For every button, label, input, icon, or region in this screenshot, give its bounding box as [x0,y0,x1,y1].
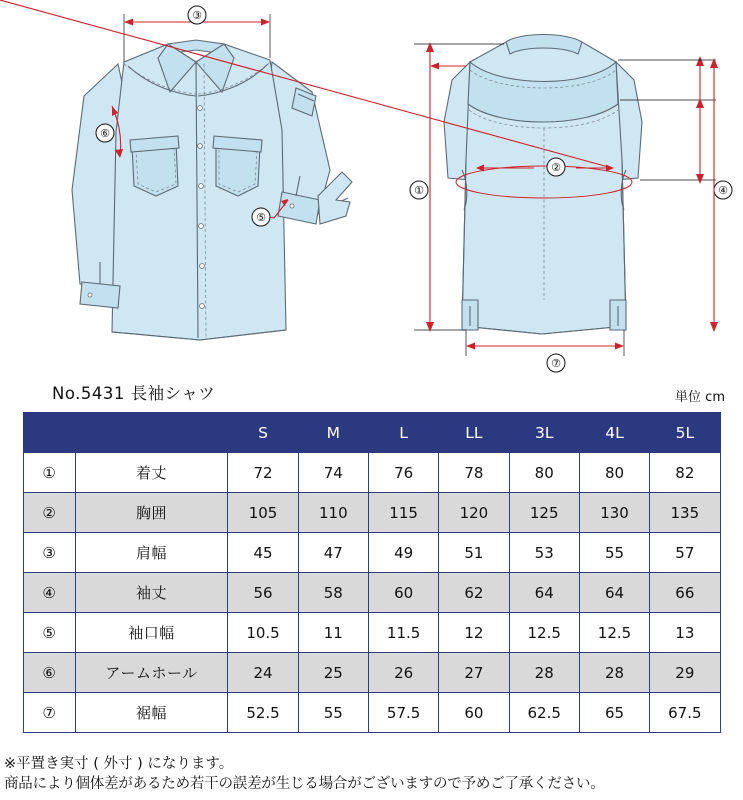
table-row [23,493,720,533]
cell-3l: 28 [509,653,579,693]
cell-l: 49 [368,533,438,573]
table-row [23,453,720,493]
unit-label: 単位 cm [675,390,725,405]
cell-m: 58 [298,573,368,613]
cell-3l: 12.5 [509,613,579,653]
row-marker: ③ [23,533,75,573]
cell-4l: 28 [579,653,649,693]
row-marker: ⑥ [23,653,75,693]
header-size-s: S [228,413,298,453]
cell-5l: 66 [650,573,720,613]
footnote-line-2: 商品により個体差があるため若干の誤差が生じる場合がございますので予めご了承ください。 [4,776,605,792]
row-marker: ④ [23,573,75,613]
row-label: 袖丈 [75,573,228,613]
header-name [75,413,228,453]
footnote-line-1: ※平置き実寸 ( 外寸 ) になります。 [4,756,234,772]
marker-2: ② [551,161,561,174]
cell-m: 47 [298,533,368,573]
product-title: No.5431 長袖シャツ [52,384,216,403]
cell-m: 55 [298,693,368,733]
cell-s: 24 [228,653,298,693]
cell-ll: 120 [439,493,509,533]
size-diagram [0,0,743,378]
marker-4: ④ [718,184,728,197]
table-row [23,693,720,733]
dim-sleeve-top-left [430,63,466,70]
header-size-3l: 3L [509,413,579,453]
cell-ll: 27 [439,653,509,693]
marker-3: ③ [192,9,202,22]
marker-1: ① [414,184,424,197]
table-header-row [23,413,720,453]
cell-3l: 80 [509,453,579,493]
cell-5l: 82 [650,453,720,493]
row-marker: ⑤ [23,613,75,653]
cell-ll: 78 [439,453,509,493]
header-size-l: L [368,413,438,453]
cell-4l: 130 [579,493,649,533]
cell-s: 52.5 [228,693,298,733]
cell-5l: 67.5 [650,693,720,733]
row-label: 袖口幅 [75,613,228,653]
cell-5l: 57 [650,533,720,573]
header-size-4l: 4L [579,413,649,453]
cell-s: 56 [228,573,298,613]
table-caption-row [0,378,743,412]
row-label: 肩幅 [75,533,228,573]
size-table [23,412,721,733]
cell-l: 60 [368,573,438,613]
row-label: 着丈 [75,453,228,493]
header-size-5l: 5L [650,413,720,453]
table-row [23,613,720,653]
row-label: 胸囲 [75,493,228,533]
table-row [23,653,720,693]
cell-s: 45 [228,533,298,573]
cell-4l: 64 [579,573,649,613]
row-label: アームホール [75,653,228,693]
table-row [23,573,720,613]
cell-3l: 53 [509,533,579,573]
header-size-m: M [298,413,368,453]
cell-s: 72 [228,453,298,493]
cell-4l: 65 [579,693,649,733]
cell-4l: 12.5 [579,613,649,653]
cell-s: 10.5 [228,613,298,653]
cell-m: 25 [298,653,368,693]
size-table-area [0,378,743,733]
cell-ll: 12 [439,613,509,653]
cell-s: 105 [228,493,298,533]
marker-6: ⑥ [100,127,110,140]
dim-hem-width [466,330,624,372]
cell-ll: 51 [439,533,509,573]
cell-ll: 62 [439,573,509,613]
cell-l: 76 [368,453,438,493]
marker-7: ⑦ [551,357,561,370]
cell-5l: 29 [650,653,720,693]
header-num [23,413,75,453]
cell-3l: 62.5 [509,693,579,733]
row-marker: ② [23,493,75,533]
cell-ll: 60 [439,693,509,733]
cell-5l: 135 [650,493,720,533]
row-marker: ① [23,453,75,493]
cell-l: 11.5 [368,613,438,653]
cell-3l: 125 [509,493,579,533]
cell-3l: 64 [509,573,579,613]
cell-4l: 55 [579,533,649,573]
cell-l: 57.5 [368,693,438,733]
cell-m: 11 [298,613,368,653]
table-row [23,533,720,573]
row-marker: ⑦ [23,693,75,733]
cell-5l: 13 [650,613,720,653]
cell-4l: 80 [579,453,649,493]
cell-l: 115 [368,493,438,533]
cell-m: 110 [298,493,368,533]
cell-m: 74 [298,453,368,493]
footnote [0,754,743,800]
header-size-ll: LL [439,413,509,453]
marker-5: ⑤ [256,211,266,224]
cell-l: 26 [368,653,438,693]
back-view-garment [444,35,642,335]
row-label: 裾幅 [75,693,228,733]
